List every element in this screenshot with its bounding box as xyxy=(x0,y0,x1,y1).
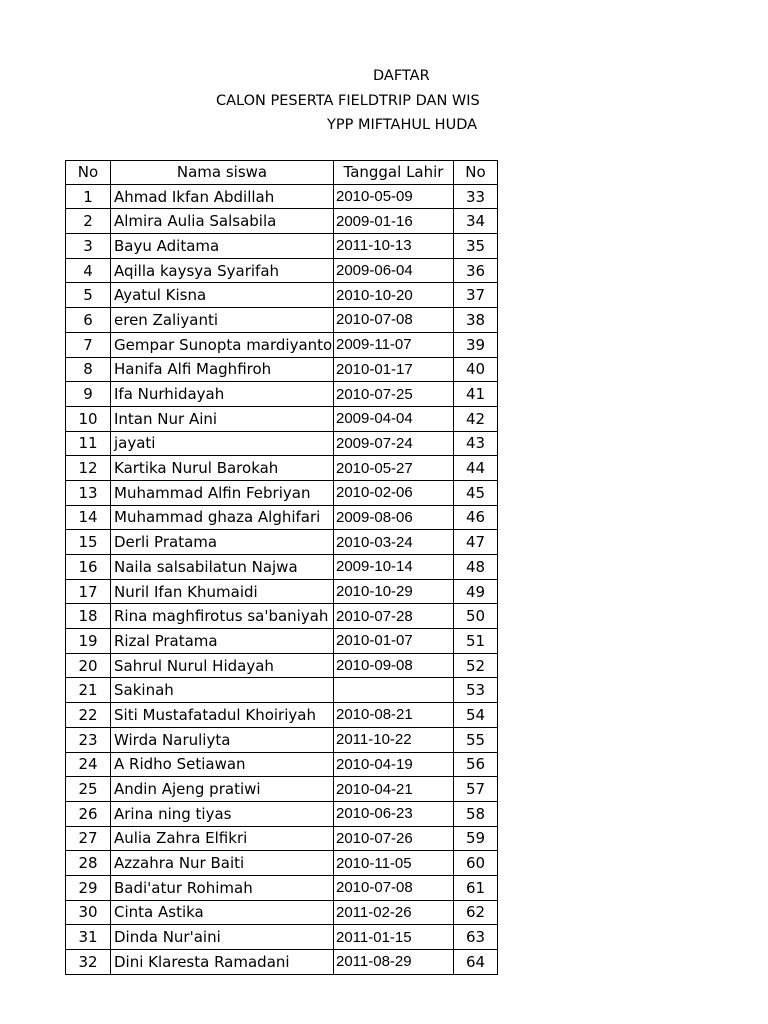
table-body xyxy=(66,184,498,974)
table-row xyxy=(66,456,498,481)
birth-date: 2010-07-26 xyxy=(334,826,454,851)
birth-date: 2009-07-24 xyxy=(334,431,454,456)
student-name: jayati xyxy=(111,431,334,456)
birth-date: 2010-05-09 xyxy=(334,184,454,209)
student-name: Sahrul Nurul Hidayah xyxy=(111,653,334,678)
row-number-2: 56 xyxy=(454,752,498,777)
row-number: 7 xyxy=(66,332,111,357)
table-row xyxy=(66,184,498,209)
student-table xyxy=(65,160,498,975)
table-row xyxy=(66,727,498,752)
table-row xyxy=(66,530,498,555)
table-row xyxy=(66,406,498,431)
table-row xyxy=(66,851,498,876)
row-number: 23 xyxy=(66,727,111,752)
row-number: 5 xyxy=(66,283,111,308)
birth-date: 2011-01-15 xyxy=(334,925,454,950)
table-row xyxy=(66,431,498,456)
row-number: 31 xyxy=(66,925,111,950)
student-name: Siti Mustafatadul Khoiriyah xyxy=(111,703,334,728)
student-name: Ahmad Ikfan Abdillah xyxy=(111,184,334,209)
row-number: 22 xyxy=(66,703,111,728)
row-number: 29 xyxy=(66,875,111,900)
student-name: Gempar Sunopta mardiyanto xyxy=(111,332,334,357)
row-number-2: 60 xyxy=(454,851,498,876)
birth-date: 2009-11-07 xyxy=(334,332,454,357)
row-number: 18 xyxy=(66,604,111,629)
row-number-2: 50 xyxy=(454,604,498,629)
table-row xyxy=(66,950,498,975)
birth-date: 2010-05-27 xyxy=(334,456,454,481)
birth-date: 2010-07-08 xyxy=(334,308,454,333)
row-number: 26 xyxy=(66,801,111,826)
row-number-2: 48 xyxy=(454,555,498,580)
birth-date: 2010-10-20 xyxy=(334,283,454,308)
row-number: 24 xyxy=(66,752,111,777)
student-name: Aulia Zahra Elfikri xyxy=(111,826,334,851)
row-number-2: 35 xyxy=(454,234,498,259)
row-number-2: 63 xyxy=(454,925,498,950)
student-name: Rizal Pratama xyxy=(111,629,334,654)
table-row xyxy=(66,801,498,826)
student-name: Muhammad ghaza Alghifari xyxy=(111,505,334,530)
row-number-2: 51 xyxy=(454,629,498,654)
table-row xyxy=(66,653,498,678)
birth-date: 2009-10-14 xyxy=(334,555,454,580)
row-number: 2 xyxy=(66,209,111,234)
row-number: 30 xyxy=(66,900,111,925)
row-number: 1 xyxy=(66,184,111,209)
row-number: 19 xyxy=(66,629,111,654)
row-number: 15 xyxy=(66,530,111,555)
student-name: Cinta Astika xyxy=(111,900,334,925)
student-name: A Ridho Setiawan xyxy=(111,752,334,777)
table-row xyxy=(66,703,498,728)
row-number: 17 xyxy=(66,579,111,604)
row-number: 20 xyxy=(66,653,111,678)
row-number-2: 37 xyxy=(454,283,498,308)
student-name: Nuril Ifan Khumaidi xyxy=(111,579,334,604)
table-row xyxy=(66,258,498,283)
birth-date: 2009-04-04 xyxy=(334,406,454,431)
birth-date: 2010-06-23 xyxy=(334,801,454,826)
student-name: Kartika Nurul Barokah xyxy=(111,456,334,481)
row-number-2: 36 xyxy=(454,258,498,283)
birth-date: 2010-11-05 xyxy=(334,851,454,876)
row-number-2: 41 xyxy=(454,382,498,407)
birth-date: 2010-09-08 xyxy=(334,653,454,678)
table-row xyxy=(66,283,498,308)
row-number-2: 40 xyxy=(454,357,498,382)
row-number: 21 xyxy=(66,678,111,703)
table-row xyxy=(66,505,498,530)
row-number: 3 xyxy=(66,234,111,259)
birth-date: 2010-10-29 xyxy=(334,579,454,604)
row-number: 4 xyxy=(66,258,111,283)
student-name: Wirda Naruliyta xyxy=(111,727,334,752)
table-row xyxy=(66,752,498,777)
row-number-2: 34 xyxy=(454,209,498,234)
birth-date: 2010-02-06 xyxy=(334,480,454,505)
row-number: 8 xyxy=(66,357,111,382)
table-row xyxy=(66,555,498,580)
student-name: Badi'atur Rohimah xyxy=(111,875,334,900)
student-name: Intan Nur Aini xyxy=(111,406,334,431)
column-header-no-2: No xyxy=(454,161,498,185)
birth-date: 2009-08-06 xyxy=(334,505,454,530)
table-row xyxy=(66,925,498,950)
row-number-2: 57 xyxy=(454,777,498,802)
birth-date: 2010-01-07 xyxy=(334,629,454,654)
birth-date: 2010-01-17 xyxy=(334,357,454,382)
column-header-name: Nama siswa xyxy=(111,161,334,185)
student-name: Andin Ajeng pratiwi xyxy=(111,777,334,802)
student-name: Dinda Nur'aini xyxy=(111,925,334,950)
row-number-2: 39 xyxy=(454,332,498,357)
birth-date xyxy=(334,678,454,703)
student-name: Ifa Nurhidayah xyxy=(111,382,334,407)
birth-date: 2009-01-16 xyxy=(334,209,454,234)
row-number: 32 xyxy=(66,950,111,975)
table-row xyxy=(66,579,498,604)
institution-name: YPP MIFTAHUL HUDA xyxy=(327,117,478,133)
row-number-2: 49 xyxy=(454,579,498,604)
row-number: 13 xyxy=(66,480,111,505)
birth-date: 2010-03-24 xyxy=(334,530,454,555)
table-row xyxy=(66,382,498,407)
table-row xyxy=(66,900,498,925)
table-header-row xyxy=(66,161,498,185)
student-name: Hanifa Alfi Maghfiroh xyxy=(111,357,334,382)
row-number: 12 xyxy=(66,456,111,481)
document-title: DAFTAR xyxy=(373,68,430,84)
student-name: Almira Aulia Salsabila xyxy=(111,209,334,234)
column-header-no: No xyxy=(66,161,111,185)
student-name: Dini Klaresta Ramadani xyxy=(111,950,334,975)
student-name: Muhammad Alfin Febriyan xyxy=(111,480,334,505)
student-name: eren Zaliyanti xyxy=(111,308,334,333)
row-number: 10 xyxy=(66,406,111,431)
table-row xyxy=(66,875,498,900)
document-subtitle: CALON PESERTA FIELDTRIP DAN WIS xyxy=(216,93,480,109)
row-number-2: 55 xyxy=(454,727,498,752)
row-number: 9 xyxy=(66,382,111,407)
table-row xyxy=(66,777,498,802)
row-number-2: 44 xyxy=(454,456,498,481)
birth-date: 2009-06-04 xyxy=(334,258,454,283)
row-number-2: 47 xyxy=(454,530,498,555)
birth-date: 2011-08-29 xyxy=(334,950,454,975)
row-number-2: 45 xyxy=(454,480,498,505)
birth-date: 2010-04-21 xyxy=(334,777,454,802)
table-row xyxy=(66,308,498,333)
table-row xyxy=(66,357,498,382)
table-row xyxy=(66,234,498,259)
student-name: Naila salsabilatun Najwa xyxy=(111,555,334,580)
row-number-2: 33 xyxy=(454,184,498,209)
student-name: Arina ning tiyas xyxy=(111,801,334,826)
row-number-2: 64 xyxy=(454,950,498,975)
table-row xyxy=(66,604,498,629)
row-number-2: 58 xyxy=(454,801,498,826)
birth-date: 2010-04-19 xyxy=(334,752,454,777)
table-row xyxy=(66,480,498,505)
table-row xyxy=(66,332,498,357)
birth-date: 2010-07-28 xyxy=(334,604,454,629)
student-name: Derli Pratama xyxy=(111,530,334,555)
student-name: Ayatul Kisna xyxy=(111,283,334,308)
row-number: 16 xyxy=(66,555,111,580)
student-name: Sakinah xyxy=(111,678,334,703)
row-number: 27 xyxy=(66,826,111,851)
table-row xyxy=(66,629,498,654)
row-number-2: 62 xyxy=(454,900,498,925)
row-number: 11 xyxy=(66,431,111,456)
birth-date: 2010-07-08 xyxy=(334,875,454,900)
row-number-2: 43 xyxy=(454,431,498,456)
student-name: Bayu Aditama xyxy=(111,234,334,259)
row-number-2: 46 xyxy=(454,505,498,530)
row-number-2: 59 xyxy=(454,826,498,851)
row-number-2: 52 xyxy=(454,653,498,678)
row-number: 14 xyxy=(66,505,111,530)
row-number-2: 53 xyxy=(454,678,498,703)
row-number: 6 xyxy=(66,308,111,333)
row-number-2: 42 xyxy=(454,406,498,431)
birth-date: 2011-02-26 xyxy=(334,900,454,925)
table-row xyxy=(66,209,498,234)
table-row xyxy=(66,678,498,703)
student-name: Aqilla kaysya Syarifah xyxy=(111,258,334,283)
row-number: 28 xyxy=(66,851,111,876)
table-row xyxy=(66,826,498,851)
row-number-2: 61 xyxy=(454,875,498,900)
column-header-birth-date: Tanggal Lahir xyxy=(334,161,454,185)
birth-date: 2010-07-25 xyxy=(334,382,454,407)
birth-date: 2010-08-21 xyxy=(334,703,454,728)
row-number-2: 38 xyxy=(454,308,498,333)
birth-date: 2011-10-13 xyxy=(334,234,454,259)
row-number: 25 xyxy=(66,777,111,802)
student-name: Azzahra Nur Baiti xyxy=(111,851,334,876)
birth-date: 2011-10-22 xyxy=(334,727,454,752)
row-number-2: 54 xyxy=(454,703,498,728)
student-name: Rina maghfirotus sa'baniyah xyxy=(111,604,334,629)
